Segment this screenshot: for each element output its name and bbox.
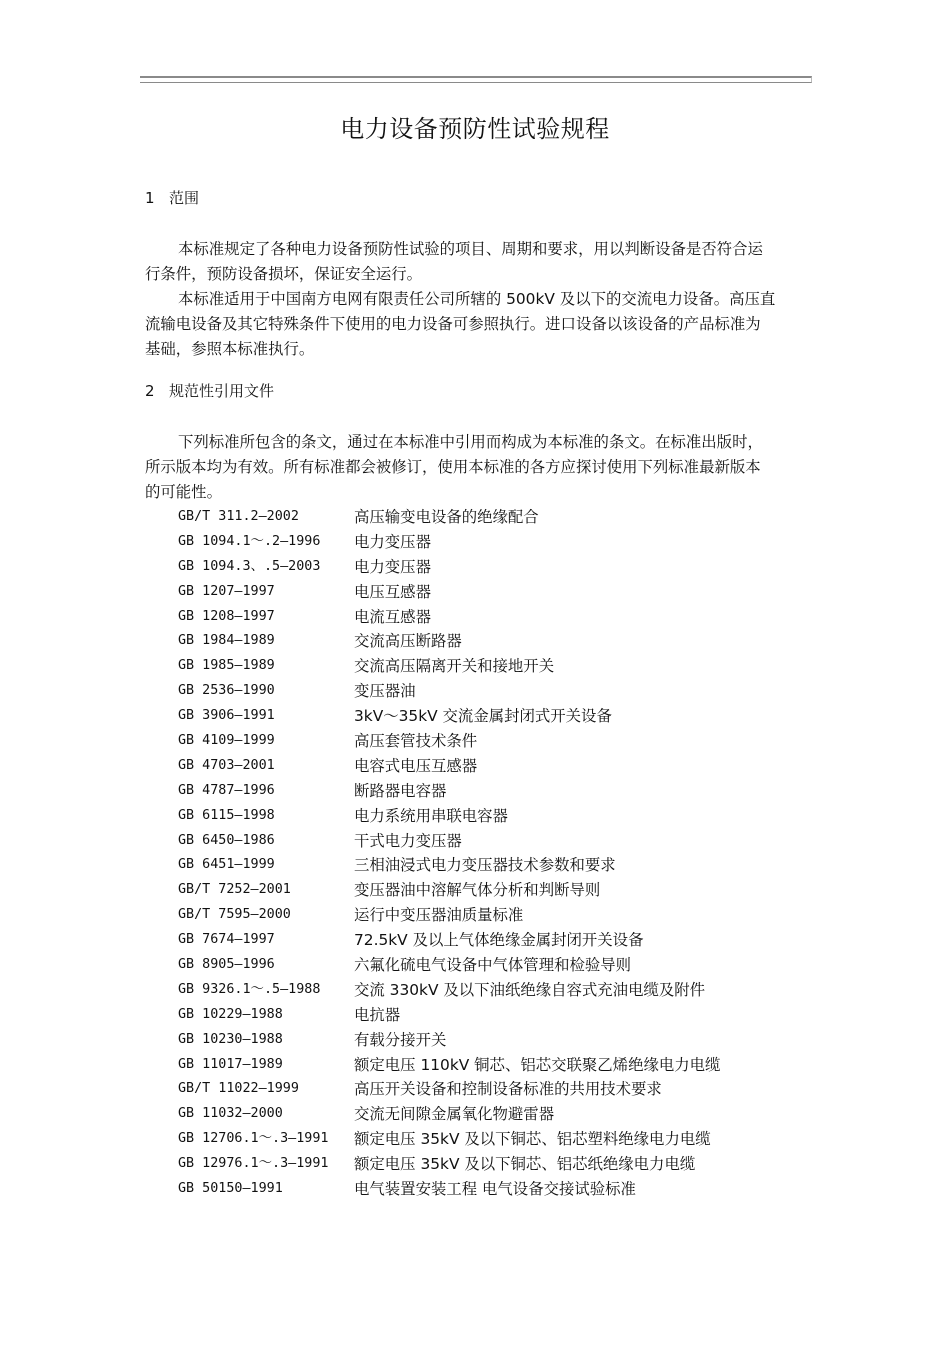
reference-title: 交流 330kV 及以下油纸绝缘自容式充油电缆及附件 [354,980,706,999]
reference-code: GB 8905—1996 [178,957,275,973]
reference-title: 额定电压 35kV 及以下铜芯、铝芯塑料绝缘电力电缆 [354,1130,711,1149]
paragraph-line: 下列标准所包含的条文，通过在本标准中引用而构成为本标准的条文。在标准出版时， [178,433,763,451]
section-title: 规范性引用文件 [169,382,275,400]
reference-title: 交流无间隙金属氧化物避雷器 [354,1105,555,1124]
reference-title: 干式电力变压器 [354,831,462,850]
reference-title: 断路器电容器 [354,781,447,800]
section-title: 范围 [169,189,200,207]
scope-paragraph-2 [145,287,817,362]
reference-item [178,555,818,580]
reference-code: GB 1208—1997 [178,608,275,624]
reference-title: 六氟化硫电气设备中气体管理和检验导则 [354,956,632,975]
reference-item [178,779,818,804]
paragraph-line: 的可能性。 [145,483,222,501]
reference-title: 额定电压 35kV 及以下铜芯、铝芯纸绝缘电力电缆 [354,1155,696,1174]
reference-code: GB 11017—1989 [178,1056,283,1072]
reference-item [178,729,818,754]
reference-title: 电力变压器 [354,557,431,576]
reference-title: 变压器油中溶解气体分析和判断导则 [354,881,601,900]
section-number: 2 [145,382,155,400]
reference-item [178,903,818,928]
reference-code: GB 3906—1991 [178,708,275,724]
reference-item [178,679,818,704]
reference-title: 72.5kV 及以上气体绝缘金属封闭开关设备 [354,931,644,950]
reference-code: GB 6115—1998 [178,807,275,823]
reference-code: GB 2536—1990 [178,683,275,699]
document-title: 电力设备预防性试验规程 [340,115,610,143]
reference-item [178,1177,818,1202]
reference-code: GB 4787—1996 [178,782,275,798]
reference-code: GB 11032—2000 [178,1106,283,1122]
reference-item [178,505,818,530]
reference-item [178,1102,818,1127]
header-rule [140,76,812,83]
scope-paragraph-1 [145,237,817,287]
reference-code: GB 6451—1999 [178,857,275,873]
reference-code: GB 12976.1～.3—1991 [178,1156,329,1172]
reference-code: GB 10229—1988 [178,1006,283,1022]
reference-item [178,1127,818,1152]
reference-title: 运行中变压器油质量标准 [354,906,524,925]
reference-item [178,629,818,654]
reference-title: 3kV～35kV 交流金属封闭式开关设备 [354,707,612,726]
reference-item [178,654,818,679]
reference-code: GB 9326.1～.5—1988 [178,981,321,997]
reference-item [178,878,818,903]
reference-item [178,953,818,978]
reference-code: GB 10230—1988 [178,1031,283,1047]
reference-code: GB 7674—1997 [178,932,275,948]
reference-item [178,1028,818,1053]
reference-title: 变压器油 [354,682,416,701]
reference-title: 交流高压断路器 [354,632,462,651]
reference-code: GB 6450—1986 [178,832,275,848]
reference-code: GB/T 7252—2001 [178,882,291,898]
reference-item [178,1077,818,1102]
reference-code: GB/T 11022—1999 [178,1081,299,1097]
reference-title: 高压输变电设备的绝缘配合 [354,508,539,526]
paragraph-line: 本标准适用于中国南方电网有限责任公司所辖的 500kV 及以下的交流电力设备。高压直 [178,290,776,308]
reference-item [178,580,818,605]
paragraph-line: 流输电设备及其它特殊条件下使用的电力设备可参照执行。进口设备以该设备的产品标准为 [145,315,761,333]
reference-item [178,754,818,779]
reference-title: 额定电压 110kV 铜芯、铝芯交联聚乙烯绝缘电力电缆 [354,1055,721,1074]
reference-code: GB 4109—1999 [178,733,275,749]
reference-title: 电力变压器 [354,532,431,551]
section-number: 1 [145,189,155,207]
paragraph-line: 所示版本均为有效。所有标准都会被修订，使用本标准的各方应探讨使用下列标准最新版本 [145,458,761,476]
reference-code: GB 1094.3、.5—2003 [178,558,321,574]
reference-item [178,804,818,829]
section-heading-scope [145,188,199,208]
reference-item [178,605,818,630]
reference-title: 电流互感器 [354,607,431,626]
reference-item [178,928,818,953]
references-intro-paragraph [145,430,817,505]
reference-code: GB 50150—1991 [178,1181,283,1197]
paragraph-line: 本标准规定了各种电力设备预防性试验的项目、周期和要求，用以判断设备是否符合运 [178,240,763,258]
reference-title: 电力系统用串联电容器 [354,806,508,825]
paragraph-line: 行条件，预防设备损坏，保证安全运行。 [145,265,423,283]
reference-item [178,1152,818,1177]
reference-code: GB 1094.1～.2—1996 [178,533,321,549]
reference-title: 有载分接开关 [354,1030,447,1049]
reference-title: 高压开关设备和控制设备标准的共用技术要求 [354,1080,662,1099]
reference-item [178,829,818,854]
reference-code: GB 4703—2001 [178,757,275,773]
reference-item [178,853,818,878]
reference-title: 三相油浸式电力变压器技术参数和要求 [354,856,616,875]
reference-item [178,704,818,729]
reference-code: GB/T 7595—2000 [178,907,291,923]
reference-item [178,1003,818,1028]
reference-code: GB/T 311.2—2002 [178,509,299,524]
reference-code: GB 1985—1989 [178,658,275,674]
reference-title: 电压互感器 [354,582,431,601]
reference-title: 电容式电压互感器 [354,756,478,775]
reference-item [178,978,818,1003]
reference-title: 高压套管技术条件 [354,732,478,751]
paragraph-line: 基础，参照本标准执行。 [145,340,315,358]
reference-item [178,1053,818,1078]
reference-item [178,530,818,555]
reference-title: 电气装置安装工程 电气设备交接试验标准 [354,1180,636,1199]
reference-list [178,505,818,1202]
reference-code: GB 1207—1997 [178,583,275,599]
reference-code: GB 1984—1989 [178,633,275,649]
reference-code: GB 12706.1～.3—1991 [178,1131,329,1147]
reference-title: 电抗器 [354,1005,401,1024]
reference-title: 交流高压隔离开关和接地开关 [354,657,555,676]
section-heading-references [145,381,274,401]
